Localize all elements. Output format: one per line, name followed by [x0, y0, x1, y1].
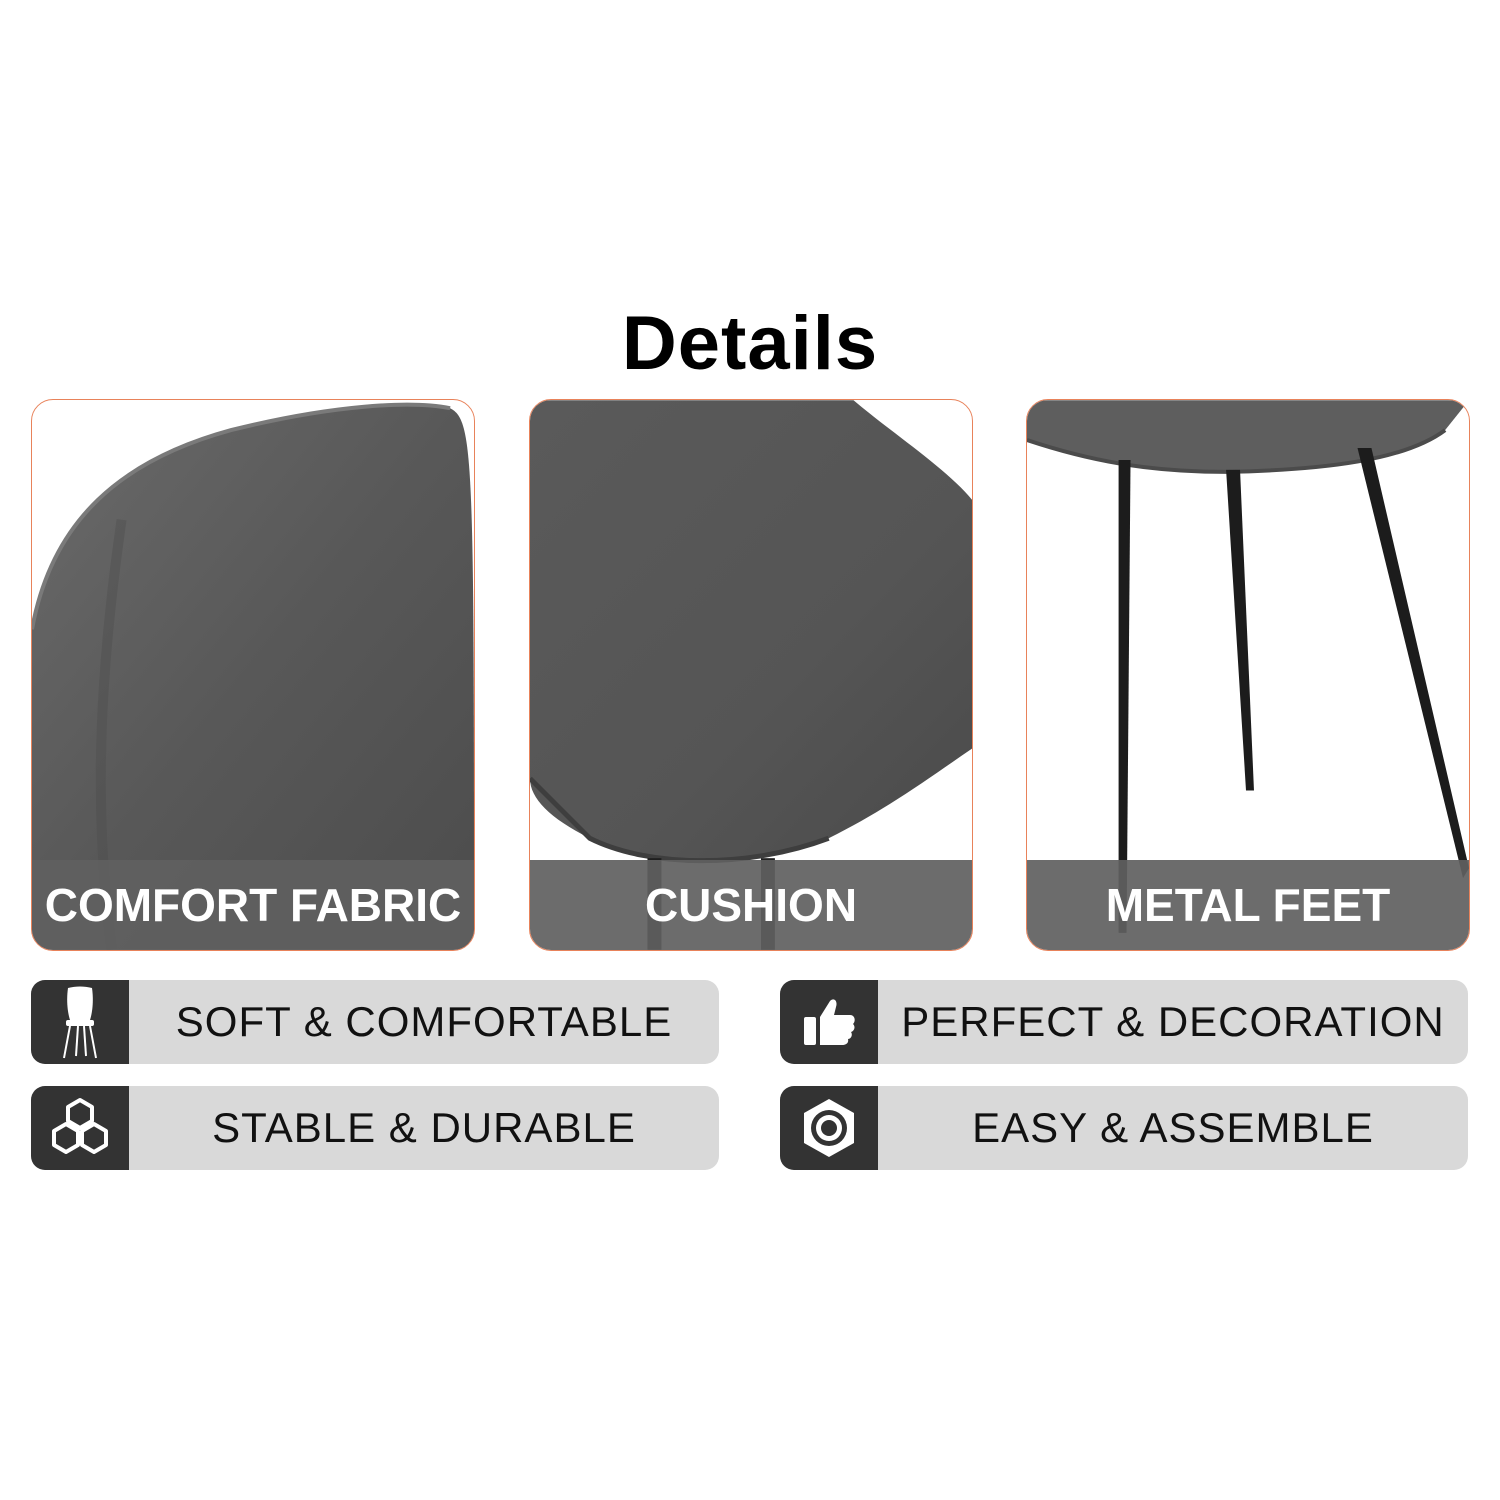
page-title: Details — [621, 301, 879, 386]
feature-label: SOFT & COMFORTABLE — [175, 998, 673, 1045]
panel-comfort-fabric — [31, 399, 475, 951]
thumbs-up-icon — [780, 980, 878, 1064]
feature-label: STABLE & DURABLE — [212, 1104, 636, 1151]
panel-cushion — [529, 399, 973, 951]
feature-easy-assemble — [780, 1086, 1468, 1170]
panel-caption: CUSHION — [530, 860, 972, 950]
feature-perfect-decoration — [780, 980, 1468, 1064]
chair-icon — [31, 980, 129, 1064]
panel-metal-feet — [1026, 399, 1470, 951]
feature-soft-comfortable — [31, 980, 719, 1064]
feature-label: PERFECT & DECORATION — [901, 998, 1445, 1045]
panel-caption: METAL FEET — [1027, 860, 1469, 950]
nut-gear-icon — [780, 1086, 878, 1170]
feature-label: EASY & ASSEMBLE — [972, 1104, 1374, 1151]
panel-caption: COMFORT FABRIC — [32, 860, 474, 950]
feature-stable-durable — [31, 1086, 719, 1170]
hexagon-cubes-icon — [31, 1086, 129, 1170]
